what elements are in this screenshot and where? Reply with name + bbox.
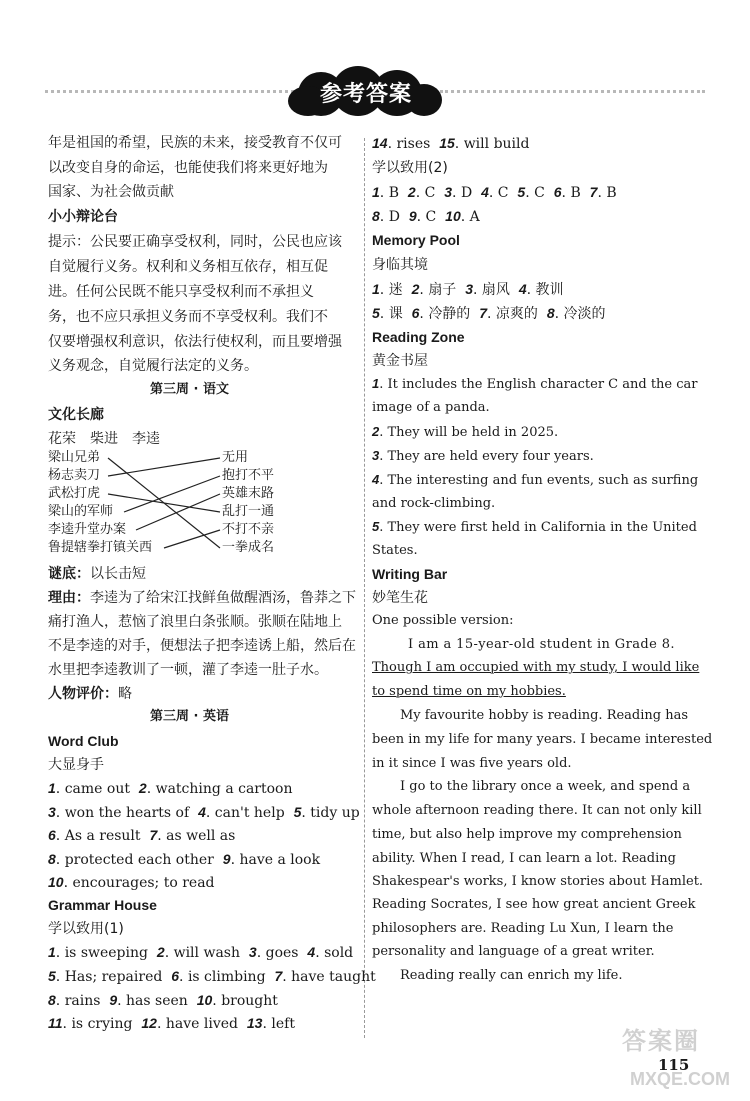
answer-number: 13: [246, 1015, 263, 1031]
essay-line: My favourite hobby is reading. Reading has: [400, 708, 689, 723]
version-label: One possible version:: [372, 613, 514, 628]
riddle-line: [48, 565, 146, 583]
answer-row: 11. is crying 12. have lived 13. left: [48, 1015, 295, 1032]
answer-number: 9: [222, 851, 231, 867]
answer-row: 8. D 9. C 10. A: [372, 208, 480, 225]
reading-answer: 4. The interesting and fun events, such as surfing: [372, 472, 699, 488]
debate-line: 义务观念，自觉履行法定的义务。: [48, 358, 258, 374]
answer-text: 冷淡的: [563, 306, 606, 322]
answer-text: as well as: [166, 828, 236, 844]
match-line: [136, 494, 220, 530]
answer-text: brought: [221, 993, 278, 1009]
match-left-item: 梁山的军师: [48, 504, 114, 519]
answer-text: sold: [324, 945, 354, 961]
answer-number: 6: [48, 827, 56, 843]
character-label: 人物评价：: [48, 686, 118, 702]
answer-number: 1: [48, 780, 56, 796]
answer-text: tidy up: [310, 805, 360, 821]
answer-text: It includes the English character C and the car: [387, 377, 698, 392]
match-right-item: 抱打不平: [222, 468, 275, 483]
answer-text: is climbing: [187, 969, 266, 985]
reason-label: 理由：: [48, 590, 90, 606]
answer-row: 8. protected each other 9. have a look: [48, 851, 321, 868]
debate-line: 自觉履行义务。权利和义务相互依存，相互促: [48, 259, 328, 275]
debate-line: 仅要增强权利意识，依法行使权利，而且要增强: [48, 334, 342, 350]
word-club-sub: 大显身手: [48, 757, 104, 773]
reason-line: 痛打渔人，惹恼了浪里白条张顺。张顺在陆地上: [48, 614, 342, 630]
reading-zone-title: Reading Zone: [372, 329, 465, 345]
writing-bar-title: Writing Bar: [372, 566, 448, 582]
answer-text: C: [534, 185, 545, 201]
match-left-item: 梁山兄弟: [48, 450, 101, 465]
reading-answer: 3. They are held every four years.: [372, 448, 594, 464]
answer-text: 扇风: [481, 282, 510, 298]
answer-number: 6: [553, 184, 562, 200]
memory-sub: 身临其境: [372, 257, 428, 273]
answer-number: 12: [141, 1015, 157, 1031]
essay-line: Reading Socrates, I see how great ancient Greek: [372, 897, 696, 912]
answer-text: 扇子: [428, 282, 457, 298]
answer-number: 4: [198, 804, 206, 820]
answer-text: 教训: [535, 282, 564, 298]
match-line: [124, 476, 220, 512]
answer-number: 2: [411, 281, 420, 297]
match-left-item: 武松打虎: [48, 486, 101, 501]
answer-text: They will be held in 2025.: [387, 425, 559, 440]
match-right-item: 不打不亲: [222, 522, 275, 537]
grammar-sub: 学以致用(1): [48, 921, 124, 937]
answer-number: 5: [372, 305, 380, 321]
answer-text: They were first held in California in the United: [387, 520, 697, 535]
grammar-house-title: Grammar House: [48, 897, 157, 913]
answer-number: 7: [479, 305, 488, 321]
answer-number: 4: [372, 472, 380, 487]
answer-text: will build: [463, 136, 530, 152]
answer-number: 10: [48, 874, 64, 890]
answer-number: 8: [48, 992, 56, 1008]
reading-sub: 黄金书屋: [372, 353, 428, 369]
memory-pool-title: Memory Pool: [372, 232, 460, 248]
match-line: [108, 458, 220, 476]
answer-text: left: [271, 1016, 295, 1032]
answer-row: 14. rises 15. will build: [372, 135, 530, 152]
answer-number: 5: [293, 804, 302, 820]
riddle-answer: 以长击短: [90, 566, 146, 582]
answer-text: C: [424, 185, 436, 201]
answer-text: is crying: [71, 1016, 133, 1032]
answer-row: 1. B 2. C 3. D 4. C 5. C 6. B 7. B: [372, 184, 617, 201]
essay-line: Shakespear's works, I know stories about Hamlet.: [372, 874, 704, 889]
answer-number: 3: [372, 448, 380, 463]
answer-text: The interesting and fun events, such as surfing: [387, 473, 699, 488]
answer-text: B: [606, 185, 617, 201]
answer-row: 1. is sweeping 2. will wash 3. goes 4. sold: [48, 944, 354, 961]
answer-row: 5. 课 6. 冷静的 7. 凉爽的 8. 冷淡的: [372, 305, 606, 322]
essay-line: philosophers are. Reading Lu Xun, I learn the: [372, 921, 674, 936]
answer-text: 冷静的: [428, 306, 471, 322]
reason-line: 水里把李逵教训了一顿，灌了李逵一肚子水。: [48, 662, 328, 678]
answer-text: B: [570, 185, 581, 201]
culture-title: 文化长廊: [48, 407, 104, 423]
reason-line: 李逵为了给宋江找鲜鱼做醒酒汤，鲁莽之下: [90, 590, 356, 606]
essay-line: I go to the library once a week, and spend a: [400, 779, 691, 794]
answer-number: 6: [411, 305, 420, 321]
answer-text: Has; repaired: [64, 969, 163, 985]
week-english-heading: 第三周 · 英语: [150, 709, 229, 724]
answer-number: 6: [171, 968, 180, 984]
answer-text: 迷: [388, 282, 403, 298]
match-left-item: 鲁提辖拳打镇关西: [48, 540, 153, 555]
essay-line: Reading really can enrich my life.: [400, 968, 623, 983]
writing-sub: 妙笔生花: [372, 590, 428, 606]
riddle-label: 谜底：: [48, 566, 90, 582]
answer-number: 8: [372, 208, 380, 224]
answer-text: C: [425, 209, 437, 225]
answer-row: 3. won the hearts of 4. can't help 5. tidy up: [48, 804, 360, 821]
answer-number: 7: [274, 968, 283, 984]
answer-text: A: [469, 209, 480, 225]
answer-number: 5: [517, 184, 526, 200]
answer-text: D: [460, 185, 473, 201]
answer-row: 5. Has; repaired 6. is climbing 7. have taught: [48, 968, 376, 985]
match-right-item: 乱打一通: [222, 504, 275, 519]
match-right-item: 英雄末路: [222, 486, 275, 501]
character-line: [48, 685, 132, 703]
answer-number: 9: [408, 208, 417, 224]
answer-row: 8. rains 9. has seen 10. brought: [48, 992, 278, 1009]
essay-line: in it since I was five years old.: [372, 756, 572, 771]
watermark-url: MXQE.COM: [630, 1069, 731, 1089]
answer-text: have taught: [291, 969, 376, 985]
answer-text: rises: [396, 136, 431, 152]
header-title: 参考答案: [319, 82, 412, 107]
answer-number: 9: [109, 992, 118, 1008]
answer-row: 6. As a result 7. as well as: [48, 827, 236, 844]
answer-text: 凉爽的: [495, 306, 538, 322]
answer-text: protected each other: [64, 852, 214, 868]
answer-text: came out: [64, 781, 130, 797]
essay-underlined-line: Though I am occupied with my study, I would like: [372, 660, 700, 675]
answer-number: 3: [248, 944, 257, 960]
debate-title: 小小辩论台: [48, 209, 118, 225]
reason-first-line: [48, 589, 356, 607]
answer-text: As a result: [64, 828, 141, 844]
answer-number: 3: [48, 804, 56, 820]
reading-answer: 5. They were first held in California in the United: [372, 519, 697, 535]
answer-number: 1: [372, 281, 380, 297]
debate-line: 提示：公民要正确享受权利，同时，公民也应该: [48, 234, 342, 250]
essay-line: ability. When I read, I can learn a lot. Reading: [372, 851, 676, 866]
reading-answer-cont: image of a panda.: [372, 400, 490, 415]
debate-line: 务，也不应只承担义务而不享受权利。我们不: [48, 309, 328, 325]
answer-row: 1. came out 2. watching a cartoon: [48, 780, 293, 797]
answer-text: rains: [64, 993, 101, 1009]
answer-number: 4: [481, 184, 489, 200]
watermark-logo: 答案圈: [622, 1027, 700, 1055]
essay-line: personality and language of a great writer.: [372, 944, 655, 959]
essay-line: time, but also help improve my comprehension: [372, 827, 682, 842]
answer-text: goes: [265, 945, 299, 961]
answer-number: 15: [439, 135, 455, 151]
reason-line: 不是李逵的对手，便想法子把李逵诱上船，然后在: [48, 638, 356, 654]
answer-text: won the hearts of: [64, 805, 190, 821]
answer-text: D: [388, 209, 400, 225]
answer-text: C: [497, 185, 509, 201]
answer-text: is sweeping: [64, 945, 148, 961]
answer-number: 14: [372, 135, 388, 151]
answer-number: 7: [589, 184, 598, 200]
match-left-item: 杨志卖刀: [48, 468, 101, 483]
character-value: 略: [118, 686, 132, 702]
answer-number: 2: [372, 424, 380, 439]
answer-number: 10: [445, 208, 461, 224]
answer-number: 1: [372, 376, 380, 391]
answer-text: will wash: [173, 945, 240, 961]
essay-underlined-line: to spend time on my hobbies.: [372, 684, 566, 699]
answer-row: 10. encourages; to read: [48, 874, 215, 891]
answer-number: 8: [546, 305, 555, 321]
answer-text: have lived: [165, 1016, 238, 1032]
answer-number: 7: [149, 827, 158, 843]
match-line: [164, 530, 220, 548]
answer-number: 11: [48, 1015, 63, 1031]
debate-line: 进。任何公民既不能只享受权利而不承担义: [48, 284, 314, 300]
answer-number: 5: [48, 968, 56, 984]
answer-number: 1: [48, 944, 56, 960]
answer-number: 1: [372, 184, 380, 200]
essay-line: I am a 15-year-old student in Grade 8.: [408, 637, 675, 652]
word-club-title: Word Club: [48, 733, 119, 749]
answer-number: 8: [48, 851, 56, 867]
reading-answer-cont: States.: [372, 543, 418, 558]
culture-names: 花荣 柴进 李逵: [48, 431, 160, 447]
essay-line: whole afternoon reading there. It can not only kill: [372, 803, 702, 818]
left-p1-line: 国家、为社会做贡献: [48, 184, 174, 200]
answer-text: have a look: [239, 852, 321, 868]
reading-answer: 1. It includes the English character C and the car: [372, 376, 698, 392]
reading-answer-cont: and rock-climbing.: [372, 496, 496, 511]
left-p1-line: 以改变自身的命运，也能使我们将来更好地为: [48, 160, 328, 176]
left-p1-line: 年是祖国的希望，民族的未来，接受教育不仅可: [48, 135, 342, 151]
answer-number: 2: [138, 780, 147, 796]
match-left-item: 李逵升堂办案: [48, 522, 127, 537]
answer-text: B: [388, 185, 399, 201]
week-chinese-heading: 第三周 · 语文: [150, 382, 229, 397]
answer-number: 3: [444, 184, 453, 200]
answer-number: 5: [372, 519, 380, 534]
answer-number: 2: [407, 184, 416, 200]
grammar2-sub: 学以致用(2): [372, 160, 448, 176]
answer-text: can't help: [214, 805, 285, 821]
answer-text: 课: [388, 306, 403, 322]
essay-line: been in my life for many years. I became interested: [372, 732, 713, 747]
match-right-item: 无用: [222, 450, 249, 465]
answer-row: 1. 迷 2. 扇子 3. 扇风 4. 教训: [372, 281, 564, 298]
page-number: 115: [658, 1056, 690, 1074]
answer-text: encourages; to read: [72, 875, 215, 891]
answer-number: 10: [196, 992, 213, 1008]
answer-text: has seen: [126, 993, 188, 1009]
answer-number: 4: [518, 281, 527, 297]
match-right-item: 一拳成名: [222, 540, 275, 555]
answer-text: They are held every four years.: [387, 449, 594, 464]
answer-number: 3: [465, 281, 474, 297]
answer-number: 4: [307, 944, 316, 960]
answer-text: watching a cartoon: [155, 781, 293, 797]
answer-number: 2: [156, 944, 165, 960]
reading-answer: 2. They will be held in 2025.: [372, 424, 559, 440]
